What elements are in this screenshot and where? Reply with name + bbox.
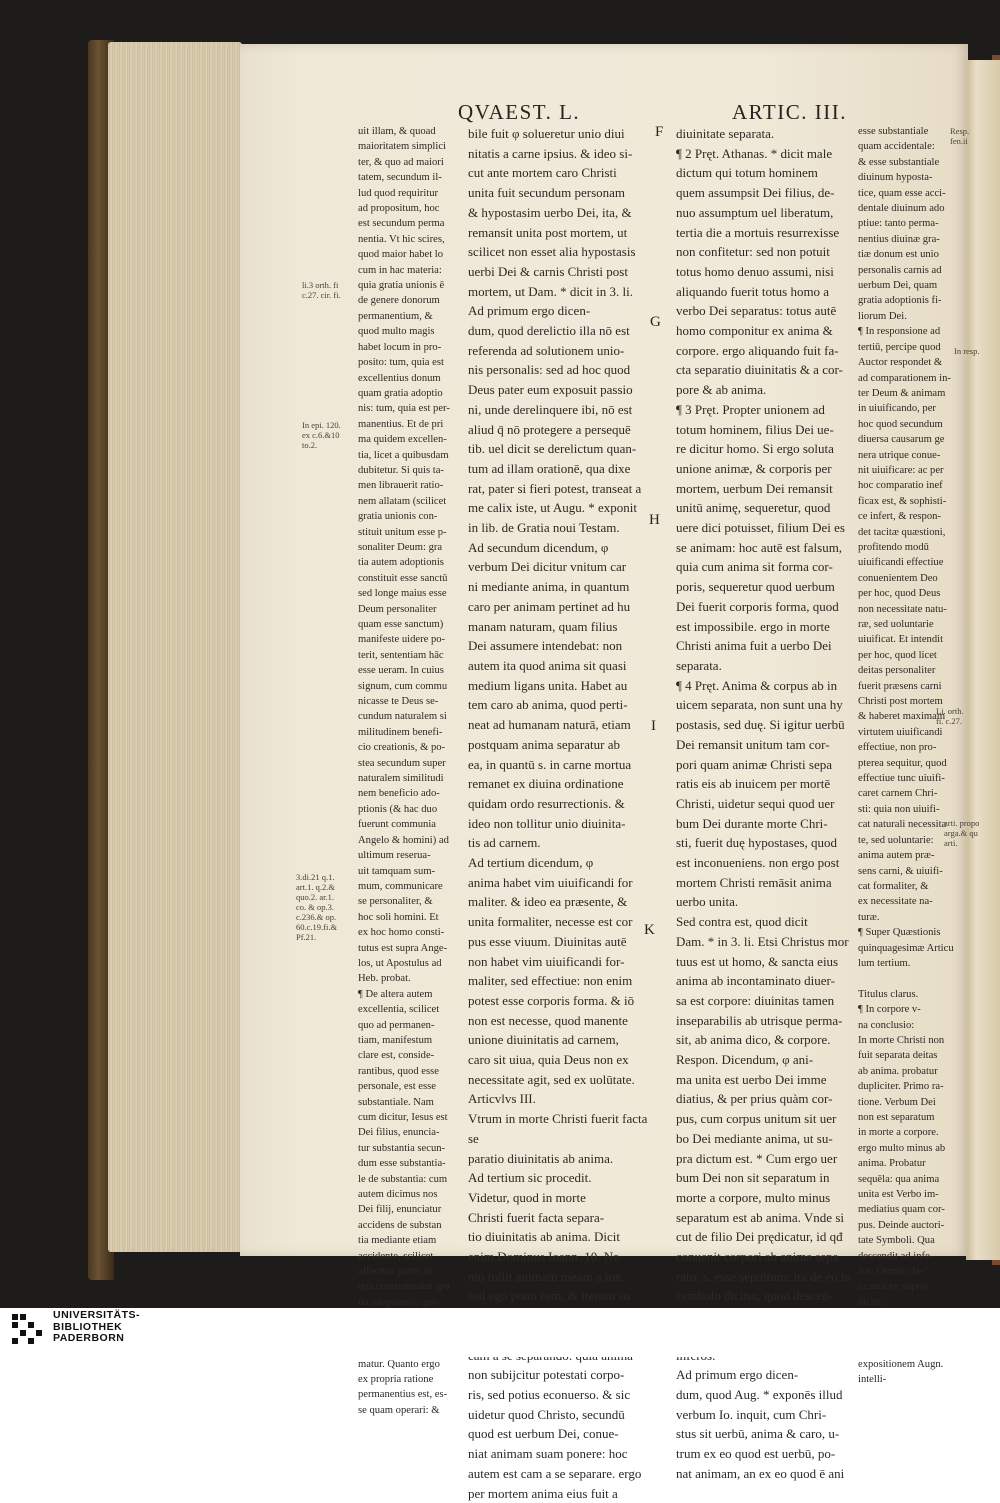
margin-letter: G [650,314,661,330]
facing-page-strip [966,60,1000,1260]
margin-letter: I [651,718,656,734]
library-name-line: UNIVERSITÄTS- [53,1309,141,1321]
library-name-line: BIBLIOTHEK [53,1320,123,1333]
margin-note: Resp. fen.ii [950,126,970,146]
margin-note: 3.di.21 q.1. art.1. q.2.& quo.2. ar.1. co. & op.3. c.236.& op. 60.c.19.fi.& Pf.21. [296,872,338,942]
margin-note: li.3 orth. fi c.27. cir. fi. [302,280,341,300]
margin-letter: K [644,922,655,938]
right-commentary-column: esse substantiale quam accidentale: & esse substantiale diuinum hyposta- tice, quam esse acci- dentale diuinum ado ptiue: tanto perma- nentius diuinæ gra- tiæ donum est unio personalis carnis ad uerbum Dei, quam gratia adoptionis fi- liorum Dei. ¶ In responsione ad tertiū, percipe quod Auctor respondet & ad comparationem in- ter Deum & animam in uiuificando, per hoc quod secundum diuersa causarum ge nera utrique conue- nit uiuificare: ac per hoc comparatio inef ficax est, & sophisti- ce infert, & respon- det tacitæ quæstioni, profitendo modū uiuificandi effectiue conuenientem Deo per hoc, quod Deus non necessitate natu- ræ, sed uoluntarie uiuificat. Et intendit per hoc, quod licet deitas personaliter fuerit præsens carni Christi post mortem & haberet maximam virtutem uiuificandi effectiue, non pro- pterea sequitur, quod effectiue tunc uiuifi- caret carnem Chri- sti: quia non uiuifi- cat naturali necessita te, sed uoluntarie: anima autem præ- sens carni, & uiuifi- cat formaliter, & ex necessitate na- turæ. ¶ Super Quæstionis quinquagesimæ Articu lum tertium. Titulus clarus. ¶ In corpore v- na conclusio: In morte Christi non fuit separata deitas ab anima. probatur dupliciter. Primo ra- tione. Verbum Dei non est separatum in morte a corpore. ergo multo minus ab anima. Probatur sequēla: qua anima unita est Verbo im- mediatius quam cor- pus. Deinde auctori- tate Symboli. Qua descendit ad infe- ros. Omnia cla- ra sunt ex supra- dictis. expositionem Augn. intelli- [858,126,954,1385]
margin-note: In epi. 120. ex c.6.&10 to.2. [302,420,341,450]
margin-note: In resp. [954,346,980,356]
page-fore-edge [108,42,242,1252]
running-header-right: ARTIC. III. [732,100,847,124]
margin-note: arti. propo arga.& qu arti. [944,818,980,848]
left-commentary-column: uit illam, & quoad maioritatem simplici ter, & quo ad maiori tatem, secundum il- lud quod requiritur ad propositum, hoc est secundum perma nentia. Vt hic scires, quod maior habet lo cum in hac materia: quia gratia unionis ē de genere donorum permanentium, & quod multo magis habet locum in pro- posito: tum, quia est excellentius donum quam gratia adoptio nis: tum, quia est per- manentius. Et de pri ma quidem excellen- tia, licet a quibusdam dubitetur. Si quis ta- men librauerit ratio- nem allatam (scilicet gratia unionis con- stituit unitum esse p- sonaliter Deum: gra tia autem adoptionis constituit esse sanctū sed longe maius esse Deum personaliter quam esse sanctum) manifeste uidere po- terit, sententiam hāc esse ueram. In cuius signum, cum commu nicasse te Deus se- cundum naturalem si militudinem benefi- cio creationis, & po- stea secundum super naturalem similitudi nem beneficio ado- ptionis (& hac duo fuerunt communia Angelo & homini) ad ultimum reserua- uit tamquam sum- mum, communicare se personaliter, & hoc soli homini. Et ex hoc homo consti- tutus est supra Ange- los, ut Apostulus ad Heb. probat. ¶ De altera autem excellentia, scilicet quo ad permanen- tiam, manifestum clare est, conside- rantibus, quod esse personale, est esse substantiale. Nam cum dicitur, Iesus est Dei filius, enuncia- tur substantia secun- dum esse substantia- le de substantia: cum autem dicimus nos Dei filij, enunciatur accidens de substan tia mediante etiam accidente, scilicet affectiua parte, in qua consummatur gra tia adoptionis: quo- matur. Quanto ergo ex propria ratione permanentius est, es- se quam operari: & [358,126,450,1416]
main-text-column-2: diuinitate separata. ¶ 2 Pręt. Athanas. * dicit male dictum qui totum hominem quem assumpsit Dei filius, de- nuo assumptum uel liberatum, tertia die a mortuis resurrexisse non confitetur: sed non potuit totus homo denuo assumi, nisi aliquando fuerit totus homo a verbo Dei separatus: totus autē homo componitur ex anima & corpore. ergo aliquando fuit fa- cta separatio diuinitatis & a cor- pore & ab anima. ¶ 3 Pręt. Propter unionem ad totum hominem, filius Dei ue- re dicitur homo. Si ergo soluta unione animæ, & corporis per mortem, uerbum Dei remansit unitū animę, sequeretur, quod uere dici potuisset, filium Dei es se animam: hoc autē est falsum, quia cum anima sit forma cor- poris, sequeretur quod uerbum Dei fuerit corporis forma, quod est impossibile. ergo in morte Christi anima fuit a uerbo Dei separata. ¶ 4 Pręt. Anima & corpus ab in uicem separata, non sunt una hy postasis, sed duę. Si igitur uerbū Dei remansit unitum tam cor- pori quam animæ Christi sepa ratis eis ab inuicem per mortē Christi, uidetur sequi quod uer bum Dei durante morte Chri- sti, fuerit duę hypostases, quod est inconueniens. non ergo post mortem Christi remāsit anima uerbo unita. Sed contra est, quod dicit Dam. * in 3. li. Etsi Christus mor tuus est ut homo, & sancta eius anima ab incontaminato diuer- sa est corpore: diuinitas tamen inseparabilis ab utrisque perma- sit, ab anima dico, & corpore. Respon. Dicendum, φ ani- ma unita est uerbo Dei imme diatius, & per prius quàm cor- pus, cum corpus unitum sit uer bo Dei mediante anima, ut su- pra dictum est. * Cum ergo uer bum Dei non sit separatum in morte a corpore, multo minus separatum est ab anima. Vnde si cut de filio Dei prędicatur, id qđ conuenit corpori ab anima sepa rato, s. esse sepultum: ita de eo in symbolo dicitur, quod descen- Ad primum ergo dicen- dum, quod Aug. * exponēs illud verbum Io. inquit, cum Chri- stus sit uerbū, anima & caro, u- trum ex eo quod est uerbū, po- nat animam, an ex eo quod ē ani [676,126,852,1481]
main-text-column-1: bile fuit φ solueretur unio diui nitatis a carne ipsius. & ideo si- cut ante mortem caro Christi unita fuit secundum personam & hypostasim uerbo Dei, ita, & remansit unita post mortem, ut scilicet non esset alia hypostasis uerbi Dei & carnis Christi post mortem, ut Dam. * dicit in 3. li. Ad primum ergo dicen- dum, quod derelictio illa nō est referenda ad solutionem unio- nis personalis: sed ad hoc quod Deus pater eum exposuit passio ni, unde derelinquere ibi, nō est aliud q̄ nō protegere a persequē tib. uel dicit se derelictum quan- tum ad illam orationē, qua dixe rat, pater si fieri potest, transeat a me calix iste, ut Augu. * exponit in lib. de Gratia noui Testam. Ad secundum dicendum, φ verbum Dei dicitur vnitum car ni mediante anima, in quantum caro per animam pertinet ad hu manam naturam, quam filius Dei assumere intendebat: non autem ita quod anima sit quasi medium ligans unita. Habet au tem caro ab anima, quod perti- neat ad humanam naturā, etiam postquam anima separatur ab ea, in quantū s. in carne mortua remanet ex diuina ordinatione quidam ordo resurrectionis. & ideo non tollitur unio diuinita- tis ad carnem. Ad tertium dicendum, φ anima habet vim uiuificandi for maliter. & ideo ea præsente, & unita formaliter, necesse est cor pus esse viuum. Diuinitas autē non habet vim uiuificandi for- maliter, sed effectiue: non enim potest esse corporis forma. & iō non est necesse, quod manente unione diuinitatis ad carnem, caro sit uiua, quia Deus non ex necessitate agit, sed ex uolūtate. Articvlvs III. Vtrum in morte Christi fuerit facta se paratio diuinitatis ab anima. Ad tertium sic procedit. Videtur, quod in morte Christi fuerit facta separa- tio diuinitatis ab anima. Dicit enim Dominus Ioann. 10. Ne- mo tollit animam meam a me, sed ego pono eam, & iterum su non subijcitur potestati corpo- ris, sed potius econuerso. & sic uidetur quod Christo, secundū quod est uerbum Dei, conue- niat animam suam ponere: hoc autem est cam a se separare. ergo per mortem anima eius fuit a [468,126,648,1501]
margin-letter: F [655,124,664,140]
library-name [53,1310,140,1345]
margin-note: Li. orth. fi. c.27. [936,706,964,726]
margin-letter: H [649,512,660,528]
library-name-line: PADERBORN [53,1332,125,1344]
running-header-left: QVAEST. L. [458,100,581,124]
footer-bar [0,1308,1000,1357]
library-logo-icon [10,1312,46,1348]
